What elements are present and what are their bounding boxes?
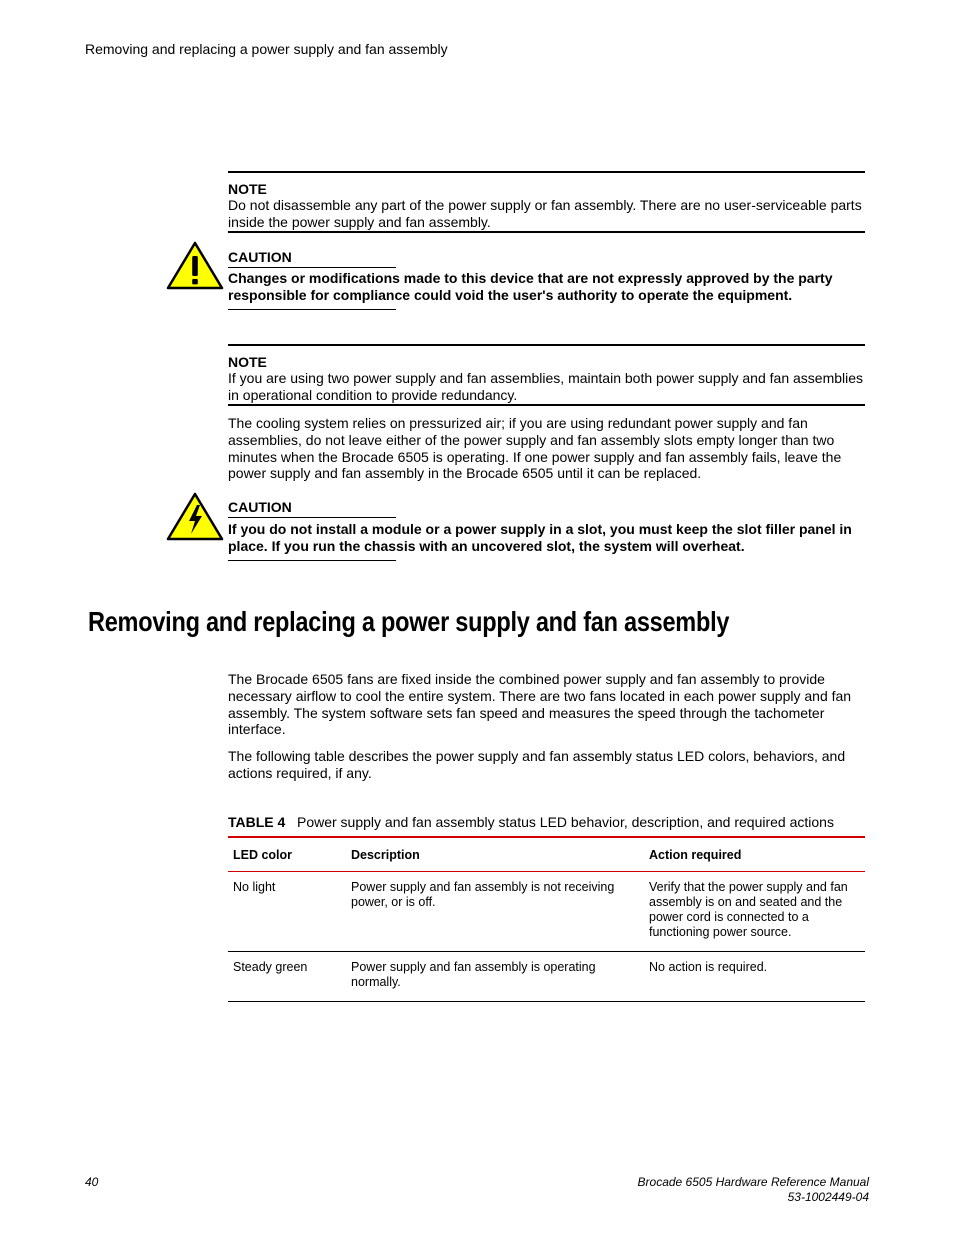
caution-bottom-rule <box>228 309 396 310</box>
table-row <box>228 872 865 952</box>
table-cell: No light <box>233 880 276 894</box>
note-text: If you are using two power supply and fan assemblies, maintain both power supply and fan assemblies in operational condition to provide redundancy. <box>228 370 864 403</box>
table-caption-label: TABLE 4 <box>228 814 286 830</box>
caution-label-rule <box>228 267 396 268</box>
note-label: NOTE <box>228 181 267 197</box>
note-text: Do not disassemble any part of the power supply or fan assembly. There are no user-serviceable parts inside the power supply and fan assembly. <box>228 197 862 230</box>
column-header-action-required: Action required <box>649 848 742 862</box>
note-top-rule <box>228 171 865 173</box>
exclamation-warning-icon <box>166 241 224 291</box>
running-header: Removing and replacing a power supply and fan assembly <box>85 41 448 57</box>
note-bottom-rule <box>228 231 865 233</box>
section-heading: Removing and replacing a power supply and fan assembly <box>88 606 730 637</box>
electrical-hazard-icon <box>166 492 224 542</box>
caution-bottom-rule <box>228 560 396 561</box>
caution-label-rule <box>228 517 396 518</box>
cooling-paragraph: The cooling system relies on pressurized air; if you are using redundant power supply and fan assemblies, do not leave either of the power supply and fan assembly slots empty longer than two minutes when the Brocade 6505 is operating. If one power supply and fan assembly fails, leave the power supply and fan assembly in the Brocade 6505 until it can be replaced. <box>228 415 842 482</box>
manual-title: Brocade 6505 Hardware Reference Manual <box>637 1175 869 1189</box>
page-number: 40 <box>85 1175 99 1189</box>
led-status-table <box>228 836 865 1002</box>
table-caption-text: Power supply and fan assembly status LED behavior, description, and required actions <box>296 814 834 830</box>
table-cell: No action is required. <box>649 960 768 974</box>
caution-label: CAUTION <box>228 249 292 265</box>
section-paragraph: The Brocade 6505 fans are fixed inside the combined power supply and fan assembly to provide necessary airflow to cool the entire system. There are two fans located in each power supply and fan assembly. The system software sets fan speed and measures the speed through the tachometer interface. <box>228 671 852 738</box>
note-bottom-rule <box>228 404 865 406</box>
caution-text: Changes or modifications made to this device that are not expressly approved by the party responsible for compliance could void the user's authority to operate the equipment. <box>228 270 833 303</box>
section-paragraph: The following table describes the power supply and fan assembly status LED colors, behaviors, and actions required, if any. <box>228 748 846 781</box>
footer-doc-info <box>638 1175 869 1205</box>
note-label: NOTE <box>228 354 267 370</box>
table-caption <box>228 814 865 830</box>
caution-label: CAUTION <box>228 499 292 515</box>
table-cell: Verify that the power supply and fan assembly is on and seated and the power cord is connected to a functioning power source. <box>649 880 848 939</box>
table-cell: Steady green <box>233 960 308 974</box>
column-header-led-color: LED color <box>233 848 293 862</box>
caution-text: If you do not install a module or a power supply in a slot, you must keep the slot filler panel in place. If you run the chassis with an uncovered slot, the system will overheat. <box>228 521 852 554</box>
document-number: 53-1002449-04 <box>787 1190 869 1204</box>
column-header-description: Description <box>351 848 420 862</box>
table-row <box>228 952 865 1002</box>
table-cell: Power supply and fan assembly is operating normally. <box>351 960 596 989</box>
table-cell: Power supply and fan assembly is not receiving power, or is off. <box>351 880 615 909</box>
table-header-row <box>228 837 865 872</box>
note-top-rule <box>228 344 865 346</box>
